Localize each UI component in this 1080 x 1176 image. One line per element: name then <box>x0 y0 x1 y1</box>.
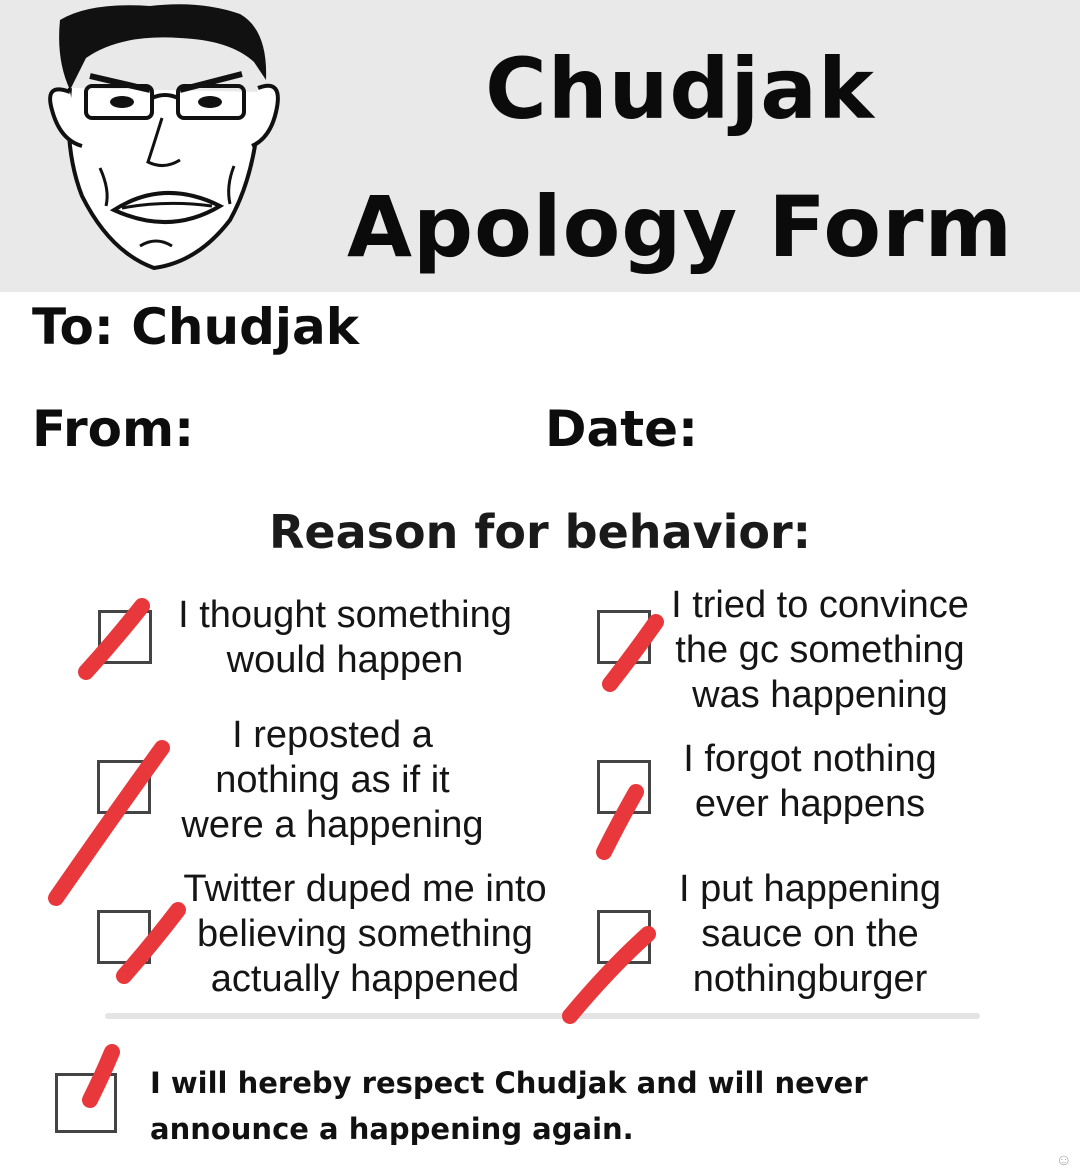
date-field-label[interactable]: Date: <box>545 400 699 458</box>
option-2-label: I tried to convince the gc something was happening <box>671 584 969 716</box>
from-field-label[interactable]: From: <box>32 400 195 458</box>
chudjak-face-icon <box>30 0 290 280</box>
option-6-label: I put happening sauce on the nothingburger <box>678 868 941 1000</box>
final-statement-label: I will hereby respect Chudjak and will never announce a happening again. <box>150 1066 868 1146</box>
checkbox-option-2[interactable] <box>597 610 651 664</box>
checkbox-option-4[interactable] <box>597 760 651 814</box>
checkbox-option-6[interactable] <box>597 910 651 964</box>
checkbox-option-1[interactable] <box>98 610 152 664</box>
form-title-line1: Chudjak <box>485 40 875 138</box>
option-4-label: I forgot nothing ever happens <box>683 738 937 825</box>
checkbox-final-statement[interactable] <box>55 1073 117 1133</box>
checkbox-option-5[interactable] <box>97 910 151 964</box>
reason-heading: Reason for behavior: <box>268 505 812 559</box>
header-banner <box>0 0 1080 292</box>
to-field-label: To: Chudjak <box>32 298 360 356</box>
final-statement-text <box>150 1060 868 1152</box>
option-5-label: Twitter duped me into believing something actually happened <box>183 868 547 1000</box>
checkbox-option-3[interactable] <box>97 760 151 814</box>
smiley-icon: ☺ <box>1055 1152 1072 1169</box>
option-3-label: I reposted a nothing as if it were a happening <box>181 714 484 846</box>
form-title-line2: Apology Form <box>346 178 1014 276</box>
section-divider <box>105 1013 980 1019</box>
option-1-label: I thought something would happen <box>178 594 512 681</box>
